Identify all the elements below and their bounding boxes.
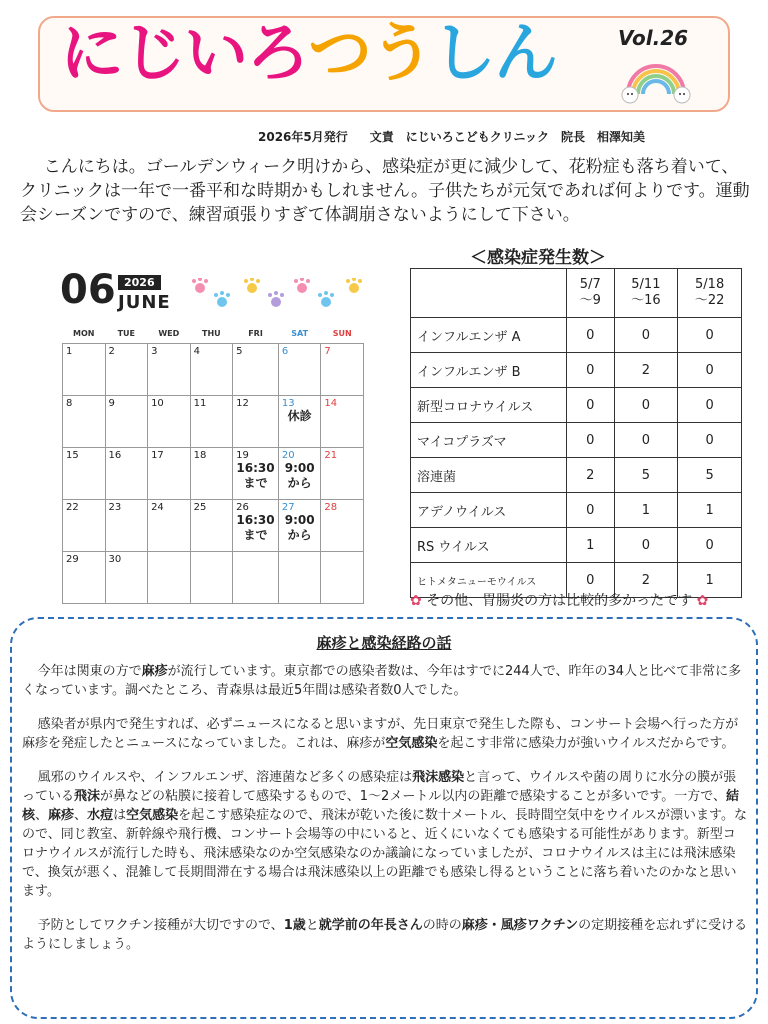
emphasis-text: 飛沫 (74, 789, 101, 804)
calendar-day-cell (233, 500, 279, 552)
calendar-day-number: 11 (193, 398, 207, 409)
case-count: 2 (614, 563, 678, 598)
disease-name: 溶連菌 (411, 458, 567, 493)
emphasis-text: 結核 (22, 789, 740, 823)
case-count: 0 (567, 563, 615, 598)
period-header: 5/18 ～22 (678, 269, 742, 318)
tulip-icon: ✿ (410, 593, 422, 609)
paragraph-text: 今年は関東の方で (37, 664, 142, 679)
title-char: し (432, 17, 494, 91)
calendar-day-cell (278, 552, 321, 604)
calendar-day-number: 4 (193, 346, 200, 357)
title-char: い (184, 17, 246, 91)
table-corner-cell (411, 269, 567, 318)
emphasis-text: 水痘 (87, 808, 114, 823)
issue-editor: 文責 にじいろこどもクリニック 院長 相澤知美 (369, 130, 646, 144)
calendar-day-cell (321, 552, 364, 604)
weekday-label: SAT (291, 328, 309, 338)
calendar-day-number: 21 (324, 450, 338, 461)
article-title (0, 632, 768, 653)
paragraph-text: 予防としてワクチン接種が大切ですので、 (37, 918, 284, 933)
calendar-month-number: 06 (60, 267, 116, 313)
article-paragraph (22, 662, 748, 700)
calendar-day-cell (233, 344, 279, 396)
paragraph-text: が鼻などの粘膜に接着して感染するもので、1～2メートル以内の距離で感染することが多いです。一方で、 (100, 789, 727, 804)
issue-date: 2026年5月発行 (258, 130, 348, 144)
case-count: 0 (614, 423, 678, 458)
case-count: 2 (567, 458, 615, 493)
calendar-day-number: 17 (151, 450, 164, 461)
calendar-day-number: 20 (281, 450, 295, 461)
calendar-day-number: 5 (236, 346, 243, 357)
calendar-day-number: 18 (193, 450, 207, 461)
case-count: 0 (614, 528, 678, 563)
calendar-day-number: 28 (324, 502, 338, 513)
calendar-day-cell (105, 344, 148, 396)
paragraph-text: と言って、ウイルスや菌の周りに水分の膜が張っている (22, 770, 737, 804)
calendar-grid (62, 323, 364, 604)
table-row (411, 528, 742, 563)
calendar-day-number: 27 (281, 502, 295, 513)
article-title-text: 麻疹と感染経路の話 (316, 634, 452, 652)
rainbow-logo-icon (620, 54, 692, 106)
calendar-day-cell (63, 500, 106, 552)
calendar-day-note: 16:30 まで (236, 461, 275, 490)
calendar-day-cell (233, 448, 279, 500)
article-body (22, 662, 748, 969)
calendar-day-cell (105, 448, 148, 500)
case-count: 0 (614, 388, 678, 423)
calendar-day-cell (321, 448, 364, 500)
infection-count-table (410, 268, 742, 598)
calendar-day-cell (148, 344, 191, 396)
calendar-day-number: 19 (236, 450, 249, 461)
calendar-day-cell (233, 396, 279, 448)
tulip-icon: ✿ (696, 593, 709, 609)
calendar-day-cell (321, 344, 364, 396)
paragraph-text: の時の (422, 918, 462, 933)
infection-table-title: ＜感染症発生数＞ (470, 248, 606, 268)
calendar-day-cell (148, 448, 191, 500)
emphasis-text: 就学前の年長さん (318, 918, 423, 933)
calendar-day-cell (63, 396, 106, 448)
case-count: 0 (567, 318, 615, 353)
paragraph-text: の定期接種を忘れずに受けるようにしましょう。 (22, 918, 748, 952)
paragraph-text: は (113, 808, 127, 823)
calendar-day-number: 13 (281, 398, 295, 409)
calendar-month-name: JUNE (118, 292, 171, 313)
calendar-day-number: 30 (108, 554, 122, 565)
calendar-day-cell (278, 396, 321, 448)
title-char: に (60, 17, 122, 91)
calendar-day-cell (148, 396, 191, 448)
case-count: 2 (614, 353, 678, 388)
article-paragraph (22, 916, 748, 954)
paragraph-text: 感染者が県内で発生すれば、必ずニュースになると思いますが、先日東京で発生した際も、コンサート会場へ行った方が麻疹を発症したとニュースになっていました。これは、麻疹が (22, 717, 739, 751)
issue-info (258, 128, 667, 145)
calendar-day-cell (63, 552, 106, 604)
paragraph-text: 風邪のウイルスや、インフルエンザ、溶連菌など多くの感染症は (37, 770, 413, 785)
case-count: 5 (614, 458, 678, 493)
infection-note (410, 590, 708, 610)
calendar-day-number: 7 (324, 346, 331, 357)
disease-name: インフルエンザ A (411, 318, 567, 353)
table-row (411, 388, 742, 423)
calendar-week-row (63, 344, 364, 396)
disease-name: ヒトメタニューモウイルス (411, 563, 567, 598)
article-paragraph (22, 715, 748, 753)
calendar-day-cell (278, 500, 321, 552)
volume-number: Vol.26 (618, 26, 689, 50)
calendar-day-number: 2 (108, 346, 115, 357)
case-count: 1 (567, 528, 615, 563)
table-row (411, 318, 742, 353)
calendar-day-cell (63, 344, 106, 396)
weekday-label: SUN (332, 328, 352, 338)
calendar-day-note: 16:30 まで (236, 513, 275, 542)
calendar-day-cell (148, 552, 191, 604)
case-count: 0 (678, 423, 742, 458)
calendar-day-number: 25 (193, 502, 207, 513)
calendar-day-cell (321, 500, 364, 552)
title-char: う (370, 17, 432, 91)
period-header: 5/7 ～9 (567, 269, 615, 318)
intro-paragraph: こんにちは。ゴールデンウィーク明けから、感染症が更に減少して、花粉症も落ち着いて、クリニックは一年で一番平和な時期かもしれません。子供たちが元気であれば何よりです。運動会シーズンですので、練習頑張りすぎて体調崩さないようにして下さい。 (20, 157, 750, 225)
calendar-day-cell (190, 500, 233, 552)
calendar-weekday-row (63, 323, 364, 344)
calendar-day-cell (105, 500, 148, 552)
case-count: 0 (567, 353, 615, 388)
case-count: 0 (678, 528, 742, 563)
calendar-day-cell (190, 552, 233, 604)
calendar-day-cell (233, 552, 279, 604)
weekday-label: WED (158, 328, 180, 338)
title-char: ん (494, 17, 556, 91)
calendar-day-cell (278, 448, 321, 500)
calendar-day-number: 12 (236, 398, 249, 409)
article-paragraph (22, 768, 748, 901)
calendar-day-cell (105, 396, 148, 448)
table-row (411, 423, 742, 458)
calendar-day-cell (278, 344, 321, 396)
case-count: 0 (678, 388, 742, 423)
emphasis-text: 空気感染 (126, 808, 179, 823)
paragraph-text: 、 (35, 808, 49, 823)
paragraph-text: が流行しています。東京都での感染者数は、今年はすでに244人で、昨年の34人と比べて非常に多くなっています。調べたところ、青森県は最近5年間は感染者数0人でした。 (22, 664, 742, 698)
case-count: 0 (567, 388, 615, 423)
calendar-day-number: 14 (324, 398, 338, 409)
paragraph-text: と (305, 918, 319, 933)
table-row (411, 458, 742, 493)
case-count: 0 (567, 423, 615, 458)
case-count: 1 (614, 493, 678, 528)
paw-prints-icon (190, 278, 370, 314)
infection-table-header (411, 269, 742, 318)
table-row (411, 493, 742, 528)
calendar-day-cell (105, 552, 148, 604)
case-count: 0 (614, 318, 678, 353)
title-char: つ (308, 17, 370, 91)
calendar-week-row (63, 396, 364, 448)
calendar-day-number: 8 (66, 398, 73, 409)
calendar-year: 2026 (118, 275, 161, 290)
disease-name: 新型コロナウイルス (411, 388, 567, 423)
calendar-day-number: 29 (66, 554, 79, 565)
weekday-label: FRI (248, 328, 263, 338)
calendar-week-row (63, 552, 364, 604)
case-count: 5 (678, 458, 742, 493)
emphasis-text: 麻疹・風疹ワクチン (461, 918, 579, 933)
weekday-label: TUE (117, 328, 135, 338)
calendar-day-number: 1 (66, 346, 73, 357)
calendar-week-row (63, 448, 364, 500)
newsletter-title (60, 17, 556, 91)
case-count: 0 (678, 318, 742, 353)
case-count: 0 (678, 353, 742, 388)
calendar-day-number: 16 (108, 450, 122, 461)
weekday-label: THU (202, 328, 221, 338)
emphasis-text: 麻疹 (48, 808, 75, 823)
calendar-day-number: 22 (66, 502, 79, 513)
emphasis-text: 麻疹 (141, 664, 168, 679)
calendar-day-cell (321, 396, 364, 448)
calendar-day-note: 9:00 から (284, 461, 315, 490)
period-header: 5/11 ～16 (614, 269, 678, 318)
calendar-day-number: 10 (151, 398, 164, 409)
calendar-day-cell (190, 344, 233, 396)
title-char: ろ (246, 17, 308, 91)
calendar-day-number: 23 (108, 502, 122, 513)
calendar-day-number: 24 (151, 502, 164, 513)
emphasis-text: 飛沫感染 (412, 770, 465, 785)
title-char: じ (122, 17, 184, 91)
calendar-day-cell (190, 448, 233, 500)
disease-name: インフルエンザ B (411, 353, 567, 388)
infection-note-text: その他、胃腸炎の方は比較的多かったです (426, 593, 693, 609)
calendar-day-number: 9 (108, 398, 115, 409)
disease-name: RS ウイルス (411, 528, 567, 563)
disease-name: アデノウイルス (411, 493, 567, 528)
calendar-day-note: 休診 (287, 409, 312, 423)
calendar-day-number: 6 (281, 346, 289, 357)
calendar-day-cell (190, 396, 233, 448)
emphasis-text: 空気感染 (385, 736, 438, 751)
calendar-day-number: 26 (236, 502, 249, 513)
case-count: 1 (678, 493, 742, 528)
calendar-day-number: 15 (66, 450, 79, 461)
table-row (411, 353, 742, 388)
emphasis-text: 1歳 (283, 918, 306, 933)
paragraph-text: を起こす非常に感染力が強いウイルスだからです。 (437, 736, 735, 751)
calendar-day-number: 3 (151, 346, 158, 357)
paragraph-text: 、 (74, 808, 88, 823)
calendar-week-row (63, 500, 364, 552)
paragraph-text: を起こす感染症なので、飛沫が乾いた後に数十メートル、長時間空気中をウイルスが漂います。なので、同じ教室、新幹線や飛行機、コンサート会場等の中にいると、近くにいなくても感染する可能性があります。新型コロナウイルスが流行した時も、飛沫感染なのか空気感染なのか議論になっていましたが、コロナウイルスは主には飛沫感染で、換気が悪く、混雑して長期間滞在する場合は飛沫感染以上の距離でも感染し得るということに落ち着いたのかなと思います。 (22, 808, 747, 899)
weekday-label: MON (73, 328, 95, 338)
calendar-day-cell (148, 500, 191, 552)
case-count: 1 (678, 563, 742, 598)
disease-name: マイコプラズマ (411, 423, 567, 458)
case-count: 0 (567, 493, 615, 528)
calendar-day-cell (63, 448, 106, 500)
calendar-day-note: 9:00 から (284, 513, 315, 542)
